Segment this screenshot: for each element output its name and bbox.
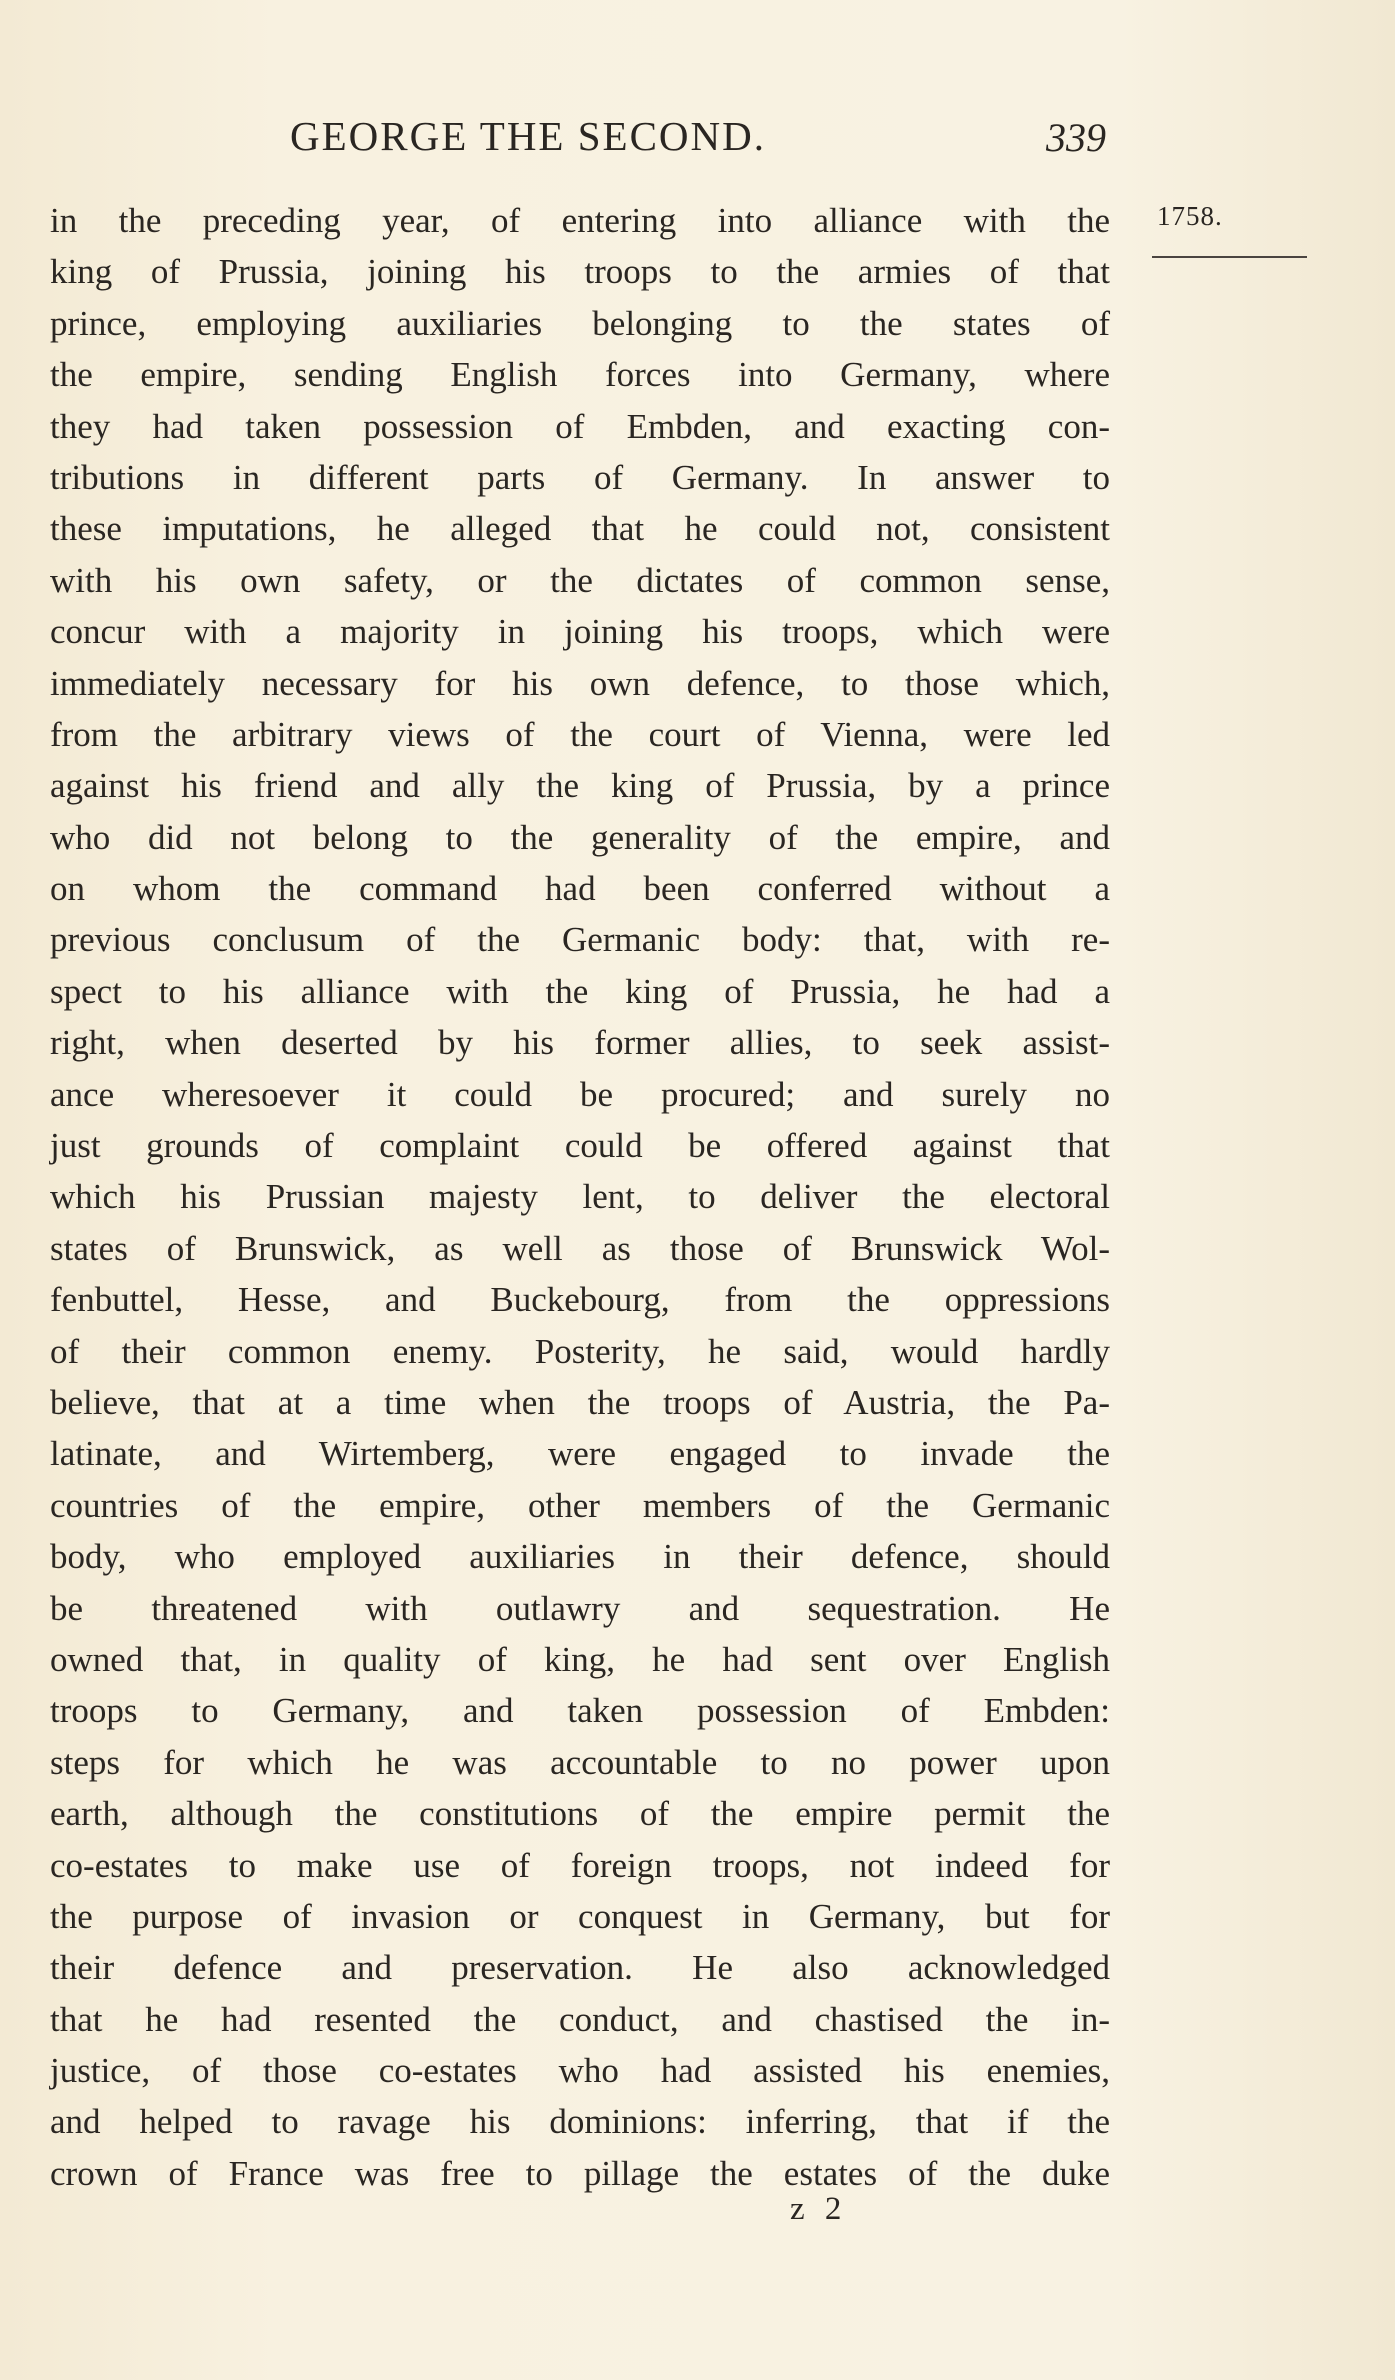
text-line: states of Brunswick, as well as those of Brunswick Wol- [50,1228,1110,1268]
text-line: concur with a majority in joining his troops, which were [50,612,1110,652]
text-line: prince, employing auxiliaries belonging to the states of [50,303,1110,343]
text-line: co-estates to make use of foreign troops, not indeed for [50,1845,1110,1885]
text-line: believe, that at a time when the troops of Austria, the Pa- [50,1382,1110,1422]
text-line: fenbuttel, Hesse, and Buckebourg, from the oppressions [50,1280,1110,1320]
text-line: previous conclusum of the Germanic body: that, with re- [50,920,1110,960]
text-line: owned that, in quality of king, he had sent over English [50,1639,1110,1679]
text-line: just grounds of complaint could be offered against that [50,1126,1110,1166]
page-number: 339 [1046,115,1106,160]
text-line: justice, of those co-estates who had assisted his enemies, [50,2051,1110,2091]
text-line: king of Prussia, joining his troops to the armies of that [50,252,1110,292]
text-line: countries of the empire, other members of the Germanic [50,1485,1110,1525]
text-line: latinate, and Wirtemberg, were engaged to invade the [50,1434,1110,1474]
text-line: body, who employed auxiliaries in their defence, should [50,1537,1110,1577]
text-line: spect to his alliance with the king of Prussia, he had a [50,971,1110,1011]
text-line: immediately necessary for his own defence, to those which, [50,663,1110,703]
running-head [290,112,1110,172]
text-line: the empire, sending English forces into Germany, where [50,355,1110,395]
text-line: ance wheresoever it could be procured; and surely no [50,1074,1110,1114]
text-line: from the arbitrary views of the court of Vienna, were led [50,714,1110,754]
margin-rule [1152,256,1307,258]
text-line: who did not belong to the generality of the empire, and [50,817,1110,857]
text-line: troops to Germany, and taken possession of Embden: [50,1691,1110,1731]
text-line: of their common enemy. Posterity, he said, would hardly [50,1331,1110,1371]
text-line: their defence and preservation. He also acknowledged [50,1948,1110,1988]
text-line: against his friend and ally the king of Prussia, by a prince [50,766,1110,806]
text-line: in the preceding year, of entering into alliance with the [50,201,1110,240]
text-line: the purpose of invasion or conquest in Germany, but for [50,1896,1110,1936]
text-line: tributions in different parts of Germany. In answer to [50,457,1110,497]
running-title: GEORGE THE SECOND. [290,113,766,159]
text-line: these imputations, he alleged that he could not, consistent [50,509,1110,549]
text-line: earth, although the constitutions of the empire permit the [50,1794,1110,1834]
text-line: steps for which he was accountable to no power upon [50,1742,1110,1782]
text-line: they had taken possession of Embden, and exacting con- [50,406,1110,446]
body-text [50,195,1110,2199]
text-line: right, when deserted by his former allies, to seek assist- [50,1023,1110,1063]
text-line: which his Prussian majesty lent, to deliver the electoral [50,1177,1110,1217]
text-line: crown of France was free to pillage the estates of the duke [50,2153,1110,2193]
text-line: that he had resented the conduct, and chastised the in- [50,1999,1110,2039]
text-line: on whom the command had been conferred without a [50,869,1110,909]
margin-year-note: 1758. [1157,201,1223,231]
signature-mark: z 2 [790,2191,848,2227]
text-line: and helped to ravage his dominions: inferring, that if the [50,2102,1110,2142]
text-line: be threatened with outlawry and sequestration. He [50,1588,1110,1628]
text-line: with his own safety, or the dictates of common sense, [50,560,1110,600]
